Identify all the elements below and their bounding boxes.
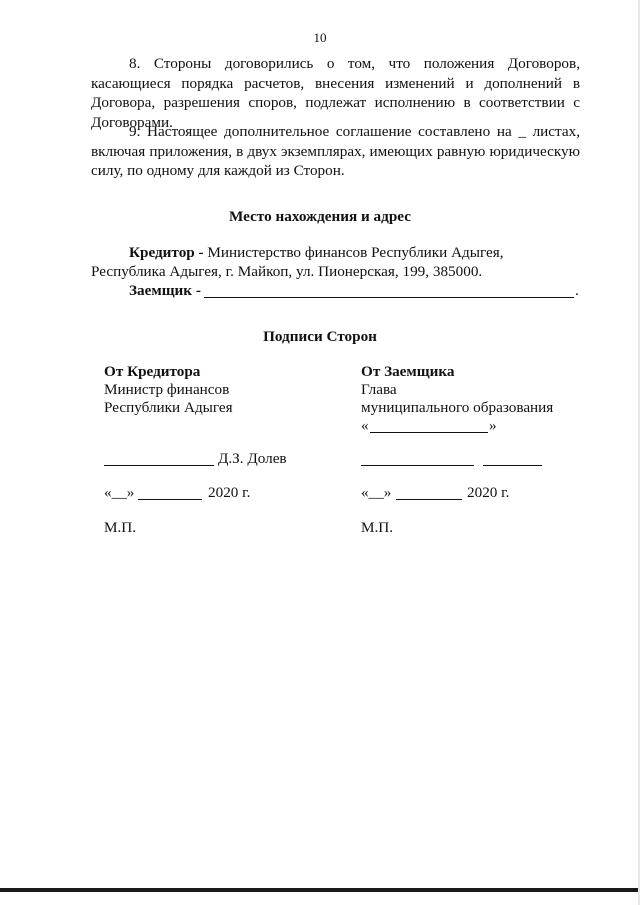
borrower-date-month-blank — [396, 499, 462, 500]
paragraph-9: 9. Настоящее дополнительное соглашение составлено на _ листах, включая приложения, в двух экземплярах, имеющих равную юридическую силу, по одному для каждой из Сторон. — [91, 123, 580, 179]
creditor-label: Кредитор - — [129, 244, 204, 261]
borrower-municipality-close-quote: » — [489, 417, 497, 434]
borrower-signer-name-blank — [483, 465, 542, 466]
borrower-municipality-open-quote: « — [361, 417, 369, 434]
creditor-signature-blank — [104, 465, 214, 466]
creditor-position-line2: Республики Адыгея — [104, 399, 233, 416]
creditor-signer-name: Д.З. Долев — [218, 450, 287, 467]
signatures-heading: Подписи Сторон — [263, 328, 377, 345]
borrower-position-line2: муниципального образования — [361, 399, 554, 416]
creditor-date-day: «__» — [104, 484, 135, 501]
borrower-date-day: «__» — [361, 484, 392, 501]
borrower-seal: М.П. — [361, 519, 394, 536]
borrower-sign-heading: От Заемщика — [361, 363, 455, 380]
creditor-address: Республика Адыгея, г. Майкоп, ул. Пионерская, 199, 385000. — [91, 263, 483, 280]
creditor-address-line — [129, 244, 504, 262]
creditor-date-month-blank — [138, 499, 202, 500]
borrower-position-line1: Глава — [361, 381, 397, 398]
page-number: 10 — [313, 30, 327, 45]
paragraph-8: 8. Стороны договорились о том, что положения Договоров, касающиеся порядка расчетов, внесения изменений и дополнений в Договора, разрешения споров, подлежат исполнению в соответствии с Договорами. — [91, 55, 580, 131]
borrower-municipality-blank — [370, 432, 488, 433]
address-heading: Место нахождения и адрес — [229, 208, 411, 225]
borrower-period: . — [575, 282, 579, 299]
creditor-date-year: 2020 г. — [208, 484, 251, 501]
creditor-position-line1: Министр финансов — [104, 381, 230, 398]
creditor-name: Министерство финансов Республики Адыгея, — [203, 244, 504, 261]
borrower-date-year: 2020 г. — [467, 484, 510, 501]
bottom-scan-rule — [0, 888, 640, 892]
creditor-sign-heading: От Кредитора — [104, 363, 201, 380]
borrower-address-blank — [204, 297, 574, 298]
borrower-signature-blank — [361, 465, 474, 466]
borrower-label: Заемщик - — [129, 282, 201, 299]
creditor-seal: М.П. — [104, 519, 137, 536]
